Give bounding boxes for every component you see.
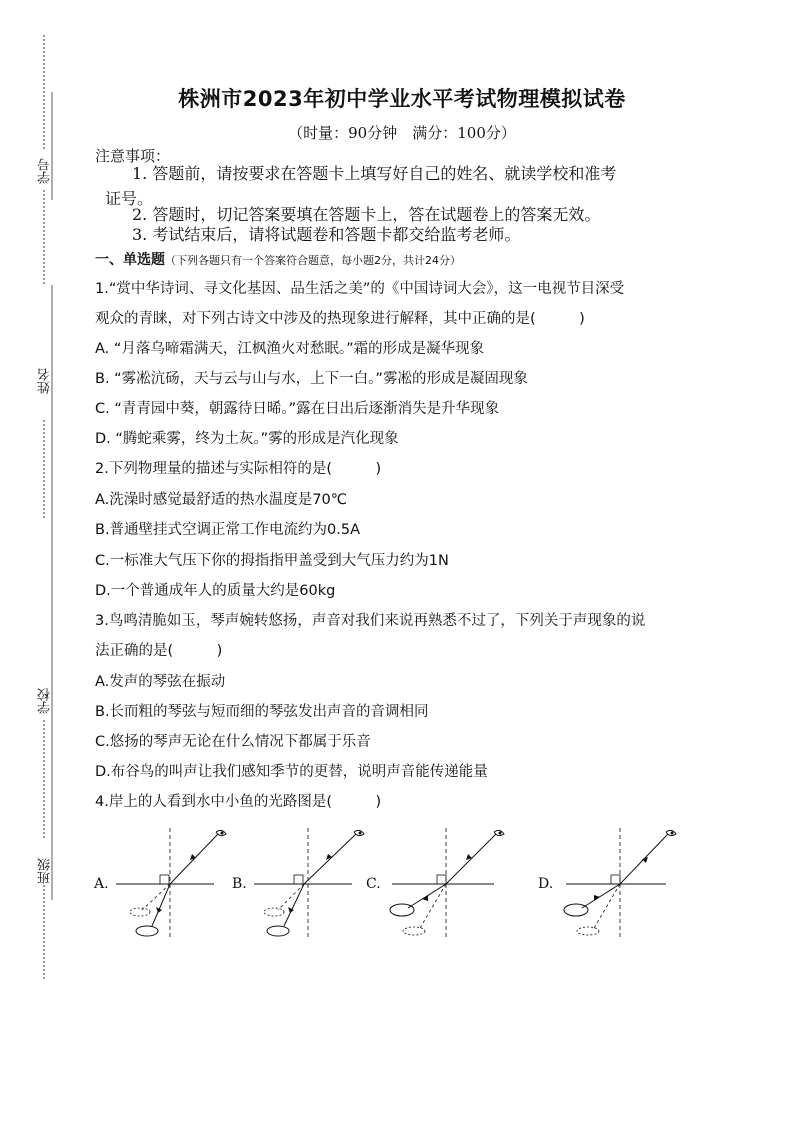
light-path-a [94,818,234,958]
q1-stem-line1: 1.“赏中华诗词、寻文化基因、品生活之美”的《中国诗词大会》，这一电视节目深受 [95,281,625,297]
notice-item-3: 3. 考试结束后，请将试题卷和答题卡都交给监考老师。 [132,225,521,244]
q2-option-d: D.一个普通成年人的质量大约是60kg [95,583,336,599]
section-note: （下列各题只有一个答案符合题意，每小题2分，共计24分） [165,254,461,267]
light-path-b [232,818,372,958]
q4-diagram-b [232,818,372,958]
light-path-d [538,818,678,958]
q3-option-b: B.长而粗的琴弦与短而细的琴弦发出声音的音调相同 [95,704,429,720]
binding-margin [0,0,70,1000]
q1-option-d: D. “腾蛇乘雾，终为土灰。”雾的形成是汽化现象 [95,431,399,447]
school-label: 学校 [38,688,53,714]
class-label: 班级 [38,858,53,884]
q4-stem: 4.岸上的人看到水中小鱼的光路图是( ) [95,794,382,810]
q4-label-b: B. [232,876,247,892]
q2-option-c: C.一标准大气压下你的拇指指甲盖受到大气压力约为1N [95,553,449,569]
notice-item-2: 2. 答题时，切记答案要填在答题卡上，答在试题卷上的答案无效。 [132,205,601,224]
binding-lines [0,0,70,1000]
q3-option-c: C.悠扬的琴声无论在什么情况下都属于乐音 [95,734,371,750]
q3-option-a: A.发声的琴弦在振动 [95,674,226,690]
q3-option-d: D.布谷鸟的叫声让我们感知季节的更替，说明声音能传递能量 [95,764,488,780]
exam-title: 株洲市2023年初中学业水平考试物理模拟试卷 [178,87,626,111]
q1-option-a: A. “月落乌啼霜满天，江枫渔火对愁眠。”霜的形成是凝华现象 [95,341,485,357]
q4-diagrams [92,818,712,958]
q4-label-c: C. [366,876,381,892]
q1-option-b: B. “雾凇沆砀，天与云与山与水，上下一白。”雾凇的形成是凝固现象 [95,371,528,387]
name-label: 姓名 [38,368,53,394]
q2-option-b: B.普通壁挂式空调正常工作电流约为0.5A [95,522,361,538]
q2-stem: 2.下列物理量的描述与实际相符的是( ) [95,461,382,477]
q4-diagram-c [366,818,506,958]
q2-option-a: A.洗澡时感觉最舒适的热水温度是70℃ [95,492,348,508]
exam-subtitle: （时量：90分钟 满分：100分） [288,124,516,142]
section-heading [95,249,461,269]
section-title: 一、单选题 [95,252,165,268]
q1-stem-line2: 观众的青睐，对下列古诗文中涉及的热现象进行解释，其中正确的是( ) [95,311,585,327]
q4-diagram-d [538,818,678,958]
q4-label-a: A. [94,876,109,892]
student-id-label: 学号 [38,158,53,184]
q4-diagram-a [94,818,234,958]
q1-option-c: C. “青青园中葵，朝露待日晞。”露在日出后逐渐消失是升华现象 [95,401,500,417]
q3-stem-line2: 法正确的是( ) [95,643,223,659]
notice-item-1-cont: 证号。 [105,189,154,208]
light-path-c [366,818,506,958]
q3-stem-line1: 3.鸟鸣清脆如玉，琴声婉转悠扬，声音对我们来说再熟悉不过了，下列关于声现象的说 [95,613,646,629]
notice-item-1: 1. 答题前，请按要求在答题卡上填写好自己的姓名、就读学校和准考 [132,164,617,183]
notice-heading: 注意事项： [95,147,171,165]
q4-label-d: D. [538,876,554,892]
